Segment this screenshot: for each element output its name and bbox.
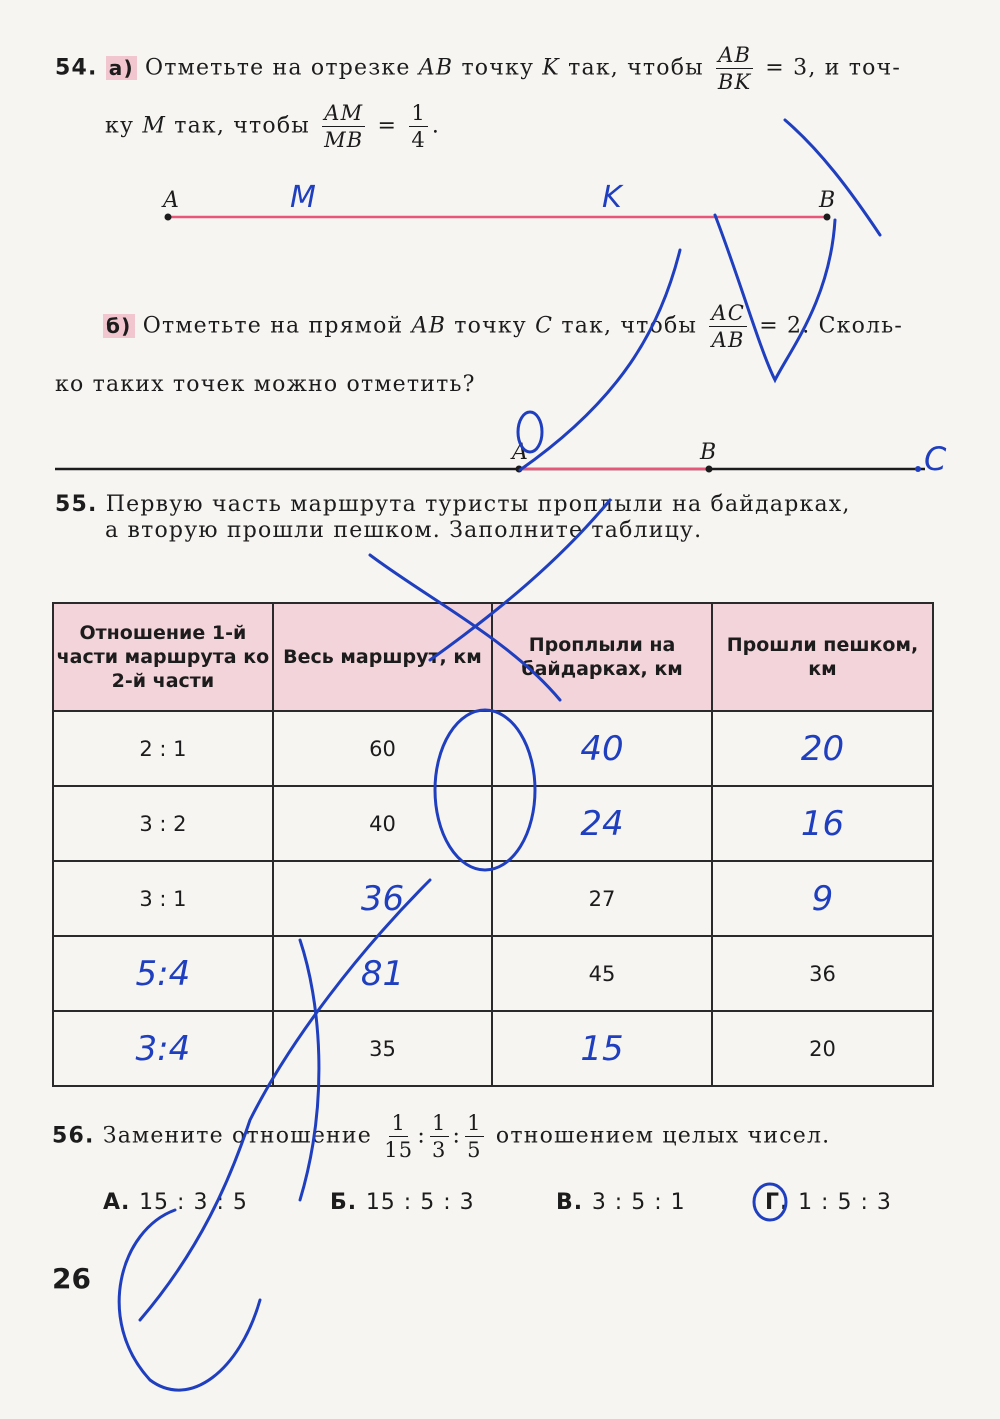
- point-a-label: A: [163, 188, 179, 213]
- problem-number: 54.: [55, 55, 98, 81]
- handwritten-answer: 16: [800, 803, 845, 844]
- table-header-row: [53, 603, 933, 711]
- handwritten-point-c: C: [924, 440, 947, 478]
- handwritten-answer: 40: [580, 728, 624, 769]
- handwritten-point-k: K: [602, 180, 622, 215]
- fraction-ac-ab: $\frac{AC}{AB}$: [711, 301, 745, 352]
- part-label-b: б): [103, 314, 135, 338]
- fraction-one-quarter: $\frac{1}{4}$: [411, 101, 426, 152]
- fraction-ab-bk: $\frac{AB}{BK}$: [717, 43, 752, 94]
- handwritten-answer: 3:4: [135, 1028, 191, 1069]
- line-point-a-label: A: [512, 440, 528, 465]
- header-ratio: Отношение 1-й части маршрута ко 2-й части: [53, 603, 273, 711]
- page-number: 26: [52, 1262, 91, 1295]
- option-g[interactable]: Г. 1 : 5 : 3: [765, 1190, 892, 1215]
- problem-55-line1: 55. Первую часть маршрута туристы проплыли на байдарках,: [55, 492, 851, 517]
- fraction-1-15: $\frac{1}{15}$: [384, 1111, 414, 1162]
- line-point-b-label: B: [700, 440, 717, 465]
- part-label-a: а): [106, 56, 137, 80]
- table-row: 2 : 1 60 40 20: [53, 711, 933, 786]
- handwritten-answer: 5:4: [135, 953, 191, 994]
- fraction-1-3: $\frac{1}{3}$: [431, 1111, 447, 1162]
- problem-55-line2: а вторую прошли пешком. Заполните таблицу.: [105, 518, 703, 543]
- problem-54-line1: 54. а) Отметьте на отрезке AB точку K так, чтобы $\frac{AB}{BK}$ = 3, и точ-: [55, 43, 901, 94]
- header-kayak: Проплыли на байдарках, км: [492, 603, 712, 711]
- point-b-label: B: [819, 188, 836, 213]
- problem-54b-line2: ко таких точек можно отметить?: [55, 372, 476, 397]
- table-row: 3 : 2 40 24 16: [53, 786, 933, 861]
- route-table: [52, 602, 934, 1087]
- header-total: Весь маршрут, км: [273, 603, 492, 711]
- handwritten-answer: 20: [800, 728, 845, 769]
- option-v[interactable]: В. 3 : 5 : 1: [556, 1190, 686, 1215]
- handwritten-answer: 81: [360, 953, 405, 994]
- handwritten-answer: 24: [580, 803, 624, 844]
- option-a[interactable]: А. 15 : 3 : 5: [103, 1190, 248, 1215]
- table-row: 5:4 81 45 36: [53, 936, 933, 1011]
- handwritten-answer: 36: [360, 878, 405, 919]
- handwritten-answer: 15: [580, 1028, 624, 1069]
- problem-number: 56.: [52, 1123, 95, 1149]
- option-b[interactable]: Б. 15 : 5 : 3: [330, 1190, 475, 1215]
- table-row: 3 : 1 36 27 9: [53, 861, 933, 936]
- handwritten-point-m: M: [290, 180, 316, 215]
- problem-number: 55.: [55, 492, 98, 517]
- fraction-1-5: $\frac{1}{5}$: [467, 1111, 482, 1162]
- problem-54b-line1: б) Отметьте на прямой AB точку C так, чтобы $\frac{AC}{AB}$ = 2. Сколь-: [103, 300, 903, 353]
- handwritten-answer: 9: [811, 878, 834, 919]
- problem-54-line2: ку M так, чтобы $\frac{AM}{MB}$ = $\frac{1}{4}$ .: [105, 101, 441, 152]
- problem-56-line: 56. Замените отношение $\frac{1}{15}$ : $\frac{1}{3}$ : $\frac{1}{5}$ отношением целых чисел.: [52, 1111, 831, 1162]
- fraction-am-mb: $\frac{AM}{MB}$: [324, 101, 364, 152]
- table-row: 3:4 35 15 20: [53, 1011, 933, 1086]
- header-walk: Прошли пешком, км: [712, 603, 933, 711]
